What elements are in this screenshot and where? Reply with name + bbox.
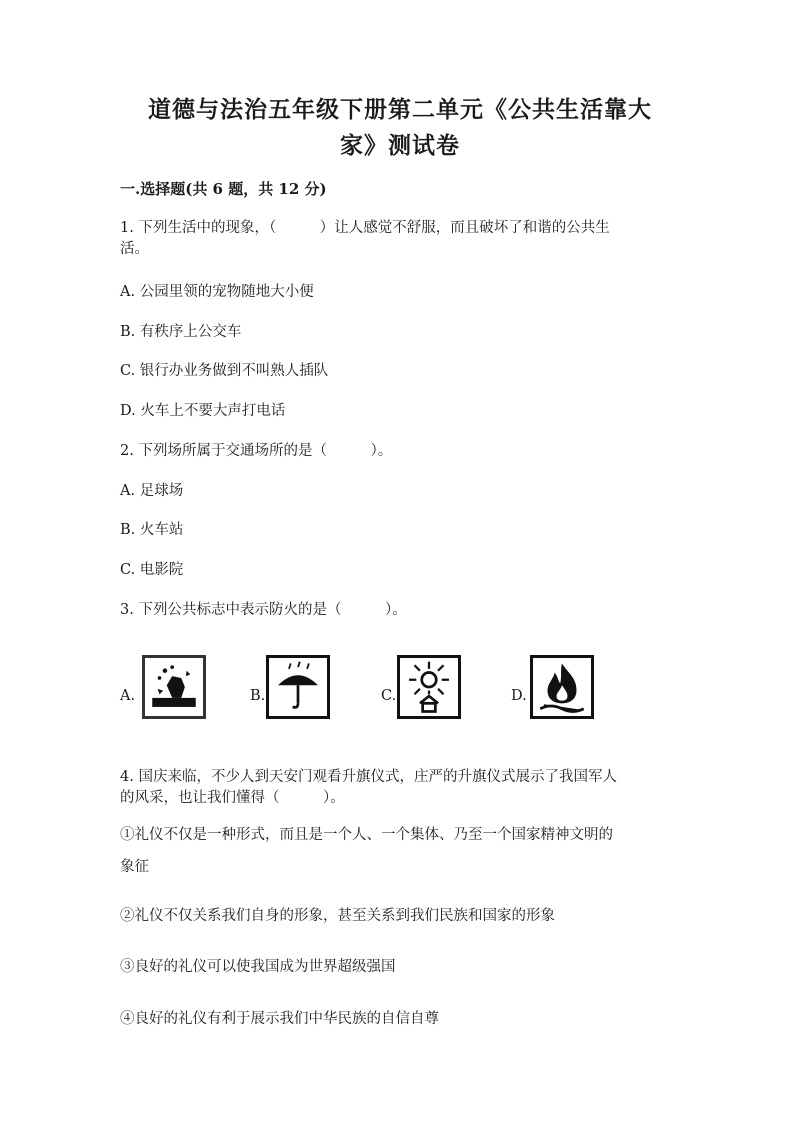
question-1-option-c: C. 银行办业务做到不叫熟人插队 <box>120 363 329 379</box>
question-2-stem: 2. 下列场所属于交通场所的是（ ）。 <box>120 443 393 459</box>
question-1-line-2: 活。 <box>120 241 149 257</box>
fragile-sign-icon <box>142 655 206 719</box>
keep-dry-umbrella-icon <box>266 655 330 719</box>
question-1-stem <box>120 218 680 260</box>
question-4-statement-4: ④良好的礼仪有利于展示我们中华民族的自信自尊 <box>120 1011 439 1027</box>
question-4-stem <box>120 767 680 809</box>
question-2-option-a: A. 足球场 <box>120 483 184 499</box>
question-4-statement-1 <box>120 819 680 883</box>
statement-1-line-2: 象征 <box>120 859 149 875</box>
question-3-label-b: B. <box>250 688 266 704</box>
question-2-option-b: B. 火车站 <box>120 522 184 538</box>
question-1-option-b: B. 有秩序上公交车 <box>120 324 242 340</box>
question-3-label-d: D. <box>511 688 527 704</box>
statement-1-line-1: ①礼仪不仅是一种形式，而且是一个人、一个集体、乃至一个国家精神文明的 <box>120 827 613 843</box>
question-1-option-a: A. 公园里领的宠物随地大小便 <box>120 284 314 300</box>
question-3-stem: 3. 下列公共标志中表示防火的是（ ）。 <box>120 602 407 618</box>
section-heading: 一.选择题(共 6 题，共 12 分) <box>120 180 327 198</box>
question-4-line-1: 4. 国庆来临，不少人到天安门观看升旗仪式，庄严的升旗仪式展示了我国军人 <box>120 769 617 785</box>
question-1-line-1: 1. 下列生活中的现象，（ ）让人感觉不舒服，而且破坏了和谐的公共生 <box>120 220 610 236</box>
question-3-label-c: C. <box>381 688 397 704</box>
question-4-statement-2: ②礼仪不仅关系我们自身的形象，甚至关系到我们民族和国家的形象 <box>120 908 555 924</box>
page-title <box>120 92 680 164</box>
question-2-option-c: C. 电影院 <box>120 562 184 578</box>
question-1-option-d: D. 火车上不要大声打电话 <box>120 403 286 419</box>
question-3-label-a: A. <box>120 688 136 704</box>
question-4-statement-3: ③良好的礼仪可以使我国成为世界超级强国 <box>120 959 396 975</box>
flammable-fire-icon <box>530 655 594 719</box>
title-line-2: 家》测试卷 <box>340 132 460 159</box>
title-line-1: 道德与法治五年级下册第二单元《公共生活靠大 <box>148 96 652 123</box>
keep-from-sunlight-icon <box>397 655 461 719</box>
question-4-line-2: 的风采，也让我们懂得（ ）。 <box>120 790 345 806</box>
